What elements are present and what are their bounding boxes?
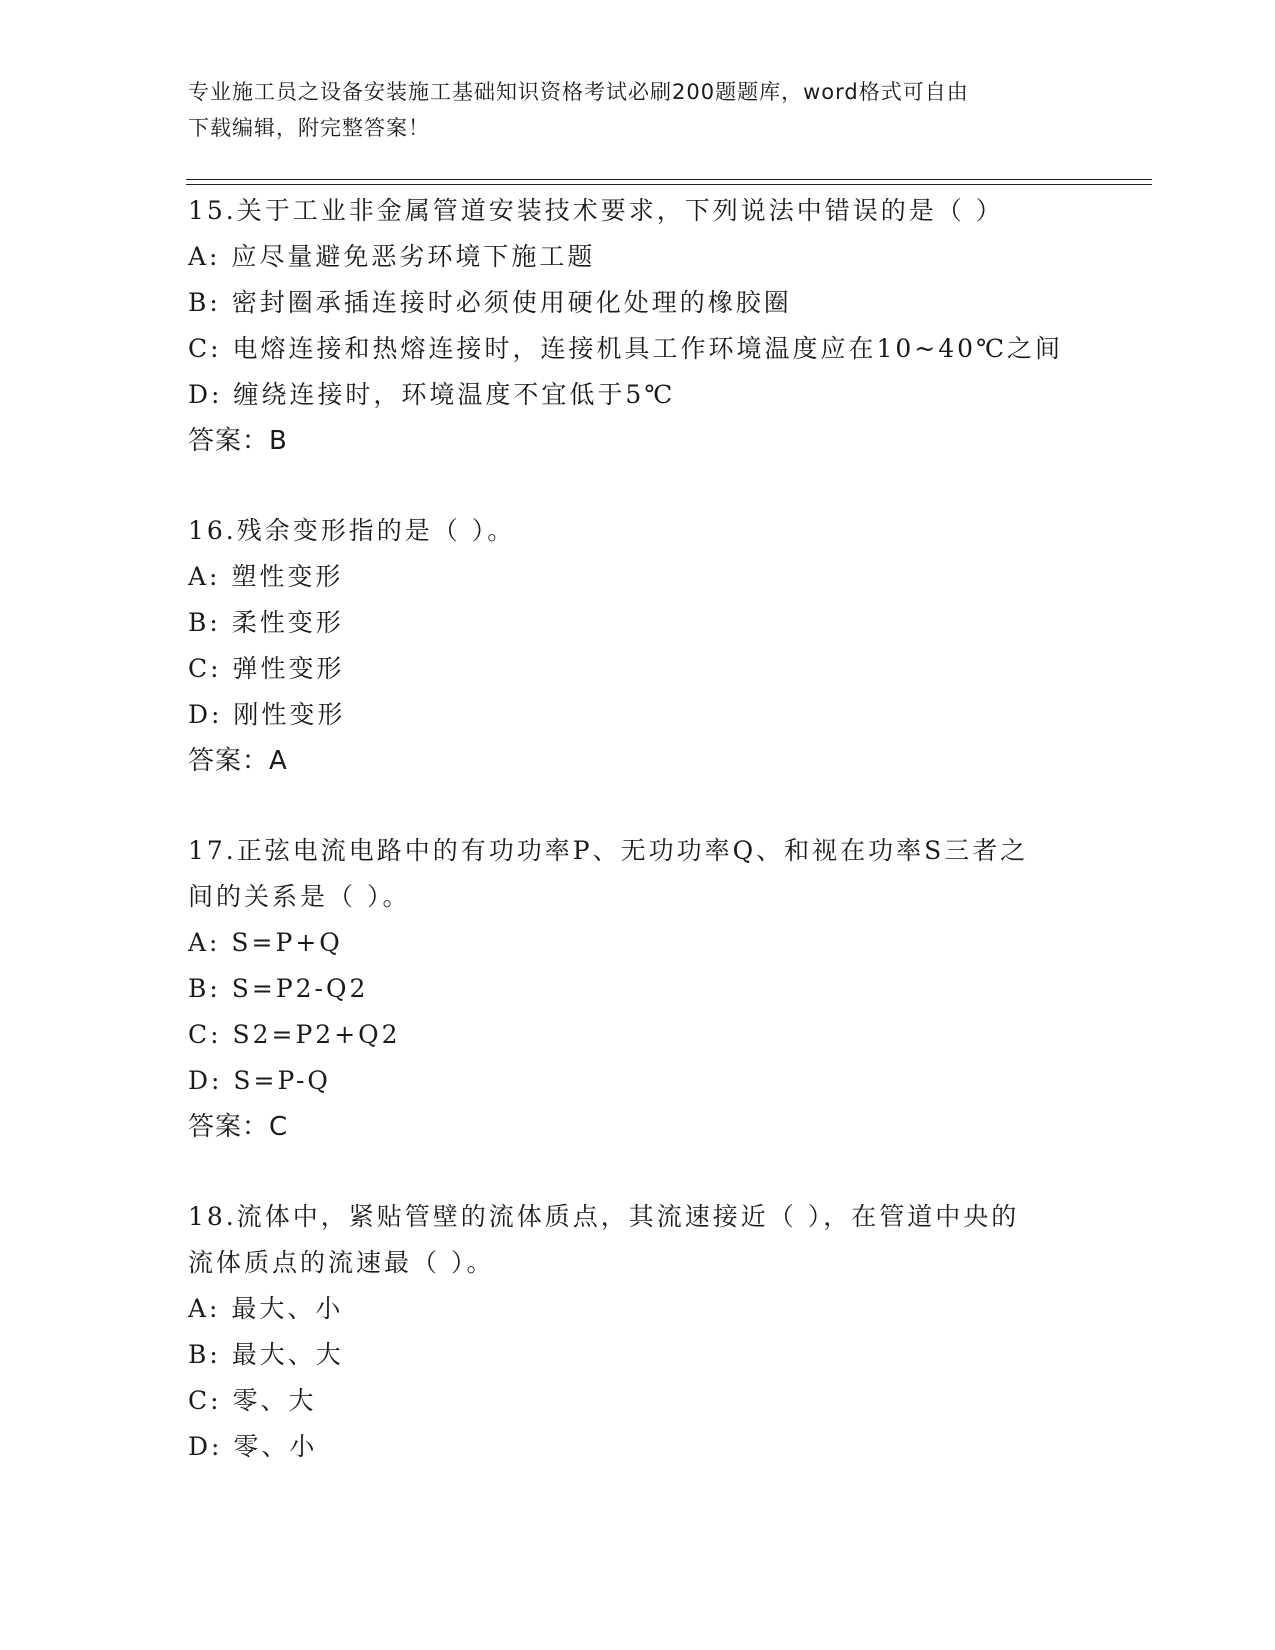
- header-divider-top: [186, 179, 1152, 180]
- option-c: C: 弹性变形: [188, 654, 345, 683]
- question-list: [188, 188, 1088, 1514]
- option-c: C: 零、大: [188, 1386, 317, 1415]
- option-d: D: 缠绕连接时，环境温度不宜低于5℃: [188, 380, 676, 409]
- question-15: [188, 188, 1088, 464]
- option-d: D: 零、小: [188, 1432, 318, 1461]
- answer-line: 答案：B: [188, 426, 288, 456]
- question-text: 16.残余变形指的是（ ）。: [188, 516, 516, 545]
- option-b: B: 柔性变形: [188, 608, 344, 637]
- answer-line: 答案：A: [188, 746, 288, 776]
- question-17: [188, 828, 1088, 1150]
- option-c: C: 电熔连接和热熔连接时，连接机具工作环境温度应在10~40℃之间: [188, 334, 1064, 363]
- question-text-line-2: 间的关系是（ ）。: [188, 882, 411, 911]
- answer-line: 答案：C: [188, 1112, 289, 1142]
- question-text-line-1: 17.正弦电流电路中的有功功率P、无功功率Q、和视在功率S三者之: [188, 836, 1029, 865]
- option-c: C: S2=P2+Q2: [188, 1020, 401, 1049]
- option-d: D: 刚性变形: [188, 700, 346, 729]
- option-d: D: S=P-Q: [188, 1066, 331, 1095]
- header-line-1: 专业施工员之设备安装施工基础知识资格考试必刷200题题库，word格式可自由: [188, 80, 969, 104]
- question-text: 15.关于工业非金属管道安装技术要求，下列说法中错误的是（ ）: [188, 196, 1004, 225]
- question-text-line-1: 18.流体中，紧贴管壁的流体质点，其流速接近（ ），在管道中央的: [188, 1202, 1020, 1231]
- option-a: A: S=P+Q: [188, 928, 343, 957]
- question-18: [188, 1194, 1088, 1470]
- question-16: [188, 508, 1088, 784]
- question-text-line-2: 流体质点的流速最（ ）。: [188, 1248, 495, 1277]
- header-divider-bottom: [186, 184, 1152, 185]
- option-b: B: 最大、大: [188, 1340, 344, 1369]
- option-a: A: 塑性变形: [188, 562, 344, 591]
- option-b: B: 密封圈承插连接时必须使用硬化处理的橡胶圈: [188, 288, 792, 317]
- header-line-2: 下载编辑，附完整答案！: [188, 116, 430, 140]
- option-b: B: S=P2-Q2: [188, 974, 369, 1003]
- option-a: A: 应尽量避免恶劣环境下施工题: [188, 242, 596, 271]
- document-header: [188, 74, 1068, 146]
- option-a: A: 最大、小: [188, 1294, 344, 1323]
